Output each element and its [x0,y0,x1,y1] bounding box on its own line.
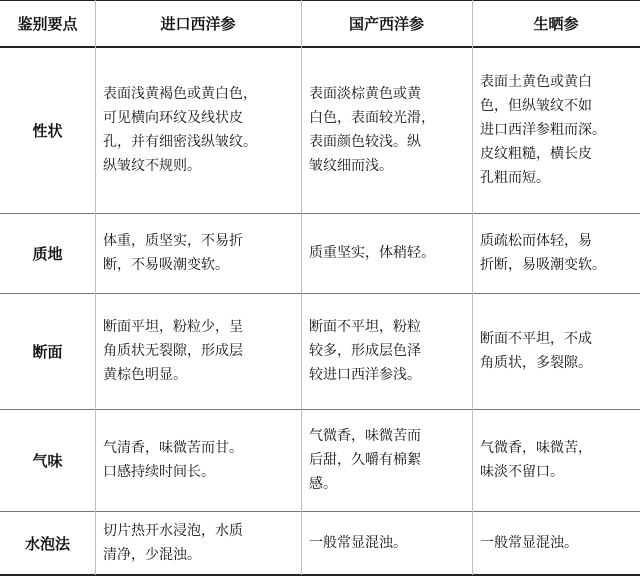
table-cell [95,511,301,575]
cell-text-line: 色，但纵皱纹不如 [480,98,592,114]
cell-text-line: 质疏松而体轻，易 [480,233,592,249]
row-header: 气味 [32,451,63,470]
cell-text-line: 一般常显混浊。 [309,535,407,551]
row-header: 水泡法 [24,534,70,553]
cell-text-line: 断面不平坦，粉粒 [309,319,421,335]
cell-text-line: 断，不易吸潮变软。 [103,257,229,273]
table-cell [472,213,640,293]
cell-text-line: 断面不平坦，不成 [480,331,592,347]
row-header: 质地 [32,244,63,263]
cell-text-line: 折断，易吸潮变软。 [480,257,606,273]
cell-text-line: 口感持续时间长。 [103,464,215,480]
cell-text-line: 表面颜色较浅。纵 [309,134,421,150]
cell-text-line: 味淡不留口。 [480,464,564,480]
row-header: 断面 [32,342,63,361]
cell-text-line: 皮纹粗糙，横长皮 [480,146,592,162]
cell-text-line: 孔，并有细密浅纵皱纹。 [103,134,257,150]
table-cell [301,409,472,511]
cell-text-line: 较多，形成层色泽 [309,343,421,359]
cell-text-line: 体重，质坚实，不易折 [103,233,243,249]
cell-text-line: 质重坚实，体稍轻。 [309,245,435,261]
cell-text-line: 清净，少混浊。 [103,547,201,563]
cell-text-line: 表面浅黄褐色或黄白色， [103,86,257,102]
cell-text-line: 感。 [309,476,337,492]
cell-text-line: 后甜，久嚼有棉絮 [309,452,421,468]
cell-text-line: 纵皱纹不规则。 [103,158,201,174]
column-header: 生晒参 [533,15,579,33]
cell-text-line: 角质状，多裂隙。 [480,355,592,371]
table-cell [95,47,301,213]
cell-text-line: 较进口西洋参浅。 [309,367,421,383]
cell-text-line: 皱纹细而浅。 [309,158,393,174]
table-cell [95,293,301,409]
cell-text-line: 切片热开水浸泡，水质 [103,523,243,539]
column-header: 进口西洋参 [160,15,236,33]
table-cell [95,409,301,511]
cell-text-line: 气清香，味微苦而甘。 [103,440,243,456]
table-cell [472,293,640,409]
cell-text-line: 气微香，味微苦而 [309,428,421,444]
table-cell [472,47,640,213]
cell-text-line: 气微香，味微苦， [480,440,592,456]
cell-text-line: 角质状无裂隙，形成层 [103,343,243,359]
cell-text-line: 一般常显混浊。 [480,535,578,551]
table-cell [301,213,472,293]
cell-text-line: 白色，表面较光滑， [309,110,435,126]
cell-text-line: 断面平坦，粉粒少，呈 [103,319,243,335]
cell-text-line: 表面淡棕黄色或黄 [309,86,421,102]
table-cell [472,409,640,511]
table-cell [301,511,472,575]
cell-text-line: 孔粗而短。 [480,170,550,186]
table-cell [472,511,640,575]
table-cell [301,47,472,213]
cell-text-line: 可见横向环纹及线状皮 [103,110,243,126]
cell-text-line: 表面土黄色或黄白 [480,74,592,90]
cell-text-line: 进口西洋参粗而深。 [480,122,606,138]
table-cell [95,213,301,293]
table-cell [301,293,472,409]
column-header: 国产西洋参 [348,15,424,33]
row-header: 性状 [32,121,63,140]
column-header: 鉴别要点 [17,15,78,33]
cell-text-line: 黄棕色明显。 [103,367,187,383]
